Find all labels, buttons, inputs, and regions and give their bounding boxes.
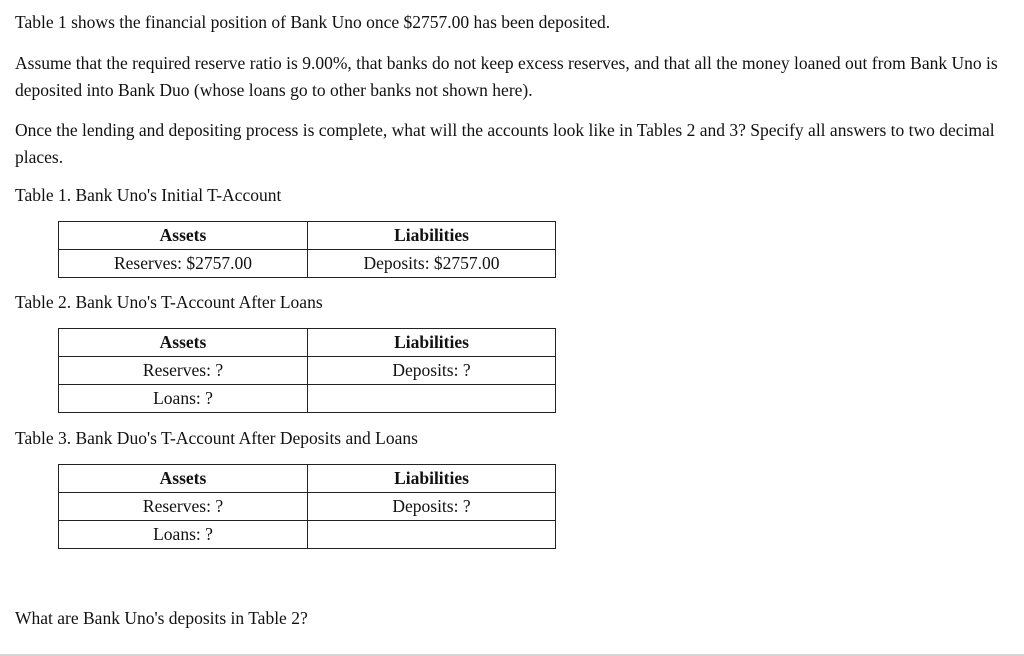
intro-paragraph-assumptions: Assume that the required reserve ratio is 9.00%, that banks do not keep excess reserves, and that all the money loaned out from Bank Uno is deposited into Bank Duo (whose loans go to other banks not shown here). xyxy=(15,53,998,100)
table2-caption: Table 2. Bank Uno's T-Account After Loans xyxy=(15,292,323,312)
table-row xyxy=(59,521,556,549)
table-row xyxy=(59,357,556,385)
table2-bank-uno-after-loans xyxy=(58,328,556,413)
deposits-cell: Deposits: ? xyxy=(308,493,556,521)
reserves-cell: Reserves: $2757.00 xyxy=(59,250,308,278)
table3-caption: Table 3. Bank Duo's T-Account After Deposits and Loans xyxy=(15,428,418,448)
table-row xyxy=(59,385,556,413)
assets-header: Assets xyxy=(59,465,308,493)
table-row xyxy=(59,493,556,521)
deposits-cell: Deposits: $2757.00 xyxy=(308,250,556,278)
reserves-cell: Reserves: ? xyxy=(59,357,308,385)
intro-paragraph-deposit: Table 1 shows the financial position of Bank Uno once $2757.00 has been deposited. xyxy=(15,12,611,32)
table-header-row xyxy=(59,465,556,493)
empty-cell xyxy=(308,385,556,413)
question-text: What are Bank Uno's deposits in Table 2? xyxy=(15,608,308,628)
table1-bank-uno-initial xyxy=(58,221,556,278)
assets-header: Assets xyxy=(59,329,308,357)
table-header-row xyxy=(59,222,556,250)
reserves-cell: Reserves: ? xyxy=(59,493,308,521)
assets-header: Assets xyxy=(59,222,308,250)
intro-paragraph-instructions: Once the lending and depositing process is complete, what will the accounts look like in Tables 2 and 3? Specify all answers to two decimal places. xyxy=(15,120,995,167)
table-header-row xyxy=(59,329,556,357)
liabilities-header: Liabilities xyxy=(308,222,556,250)
loans-cell: Loans: ? xyxy=(59,521,308,549)
table-row xyxy=(59,250,556,278)
loans-cell: Loans: ? xyxy=(59,385,308,413)
liabilities-header: Liabilities xyxy=(308,465,556,493)
empty-cell xyxy=(308,521,556,549)
liabilities-header: Liabilities xyxy=(308,329,556,357)
table1-caption: Table 1. Bank Uno's Initial T-Account xyxy=(15,185,282,205)
table3-bank-duo-after-deposits xyxy=(58,464,556,549)
deposits-cell: Deposits: ? xyxy=(308,357,556,385)
